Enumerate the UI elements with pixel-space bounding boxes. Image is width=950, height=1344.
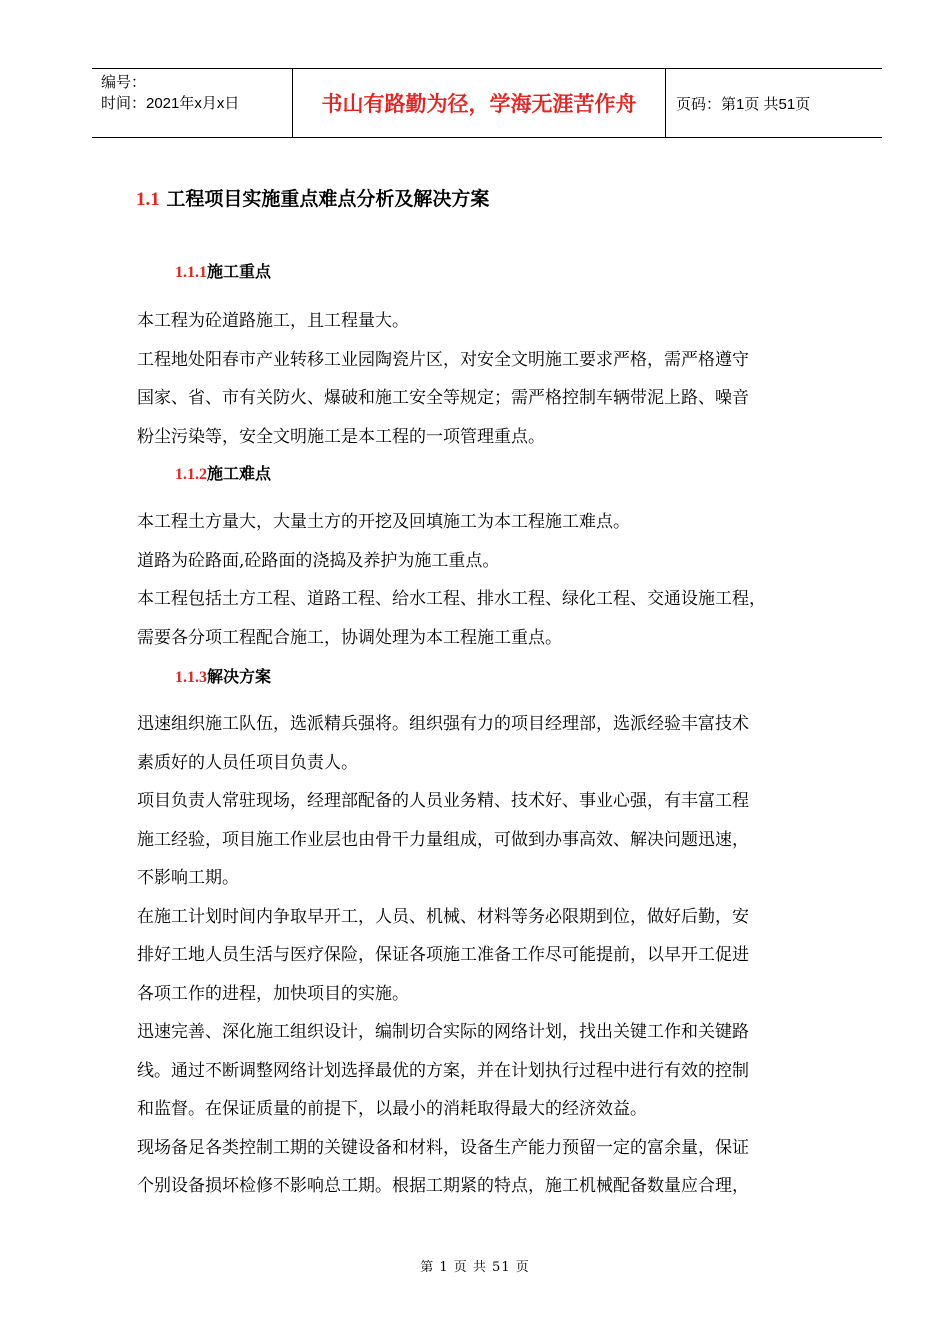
page-footer: 第 1 页 共 51 页 (420, 1260, 530, 1275)
body-line: 个别设备损坏检修不影响总工期。根据工期紧的特点，施工机械配备数量应合理， (137, 1176, 749, 1196)
subsection-title: 解决方案 (207, 667, 272, 686)
body-line: 迅速完善、深化施工组织设计，编制切合实际的网络计划，找出关键工作和关键路 (137, 1022, 749, 1042)
subsection-title: 施工重点 (207, 262, 272, 281)
subsection-body-1 (137, 302, 842, 456)
subsection-body-2 (137, 503, 842, 657)
header-motto: 书山有路勤为径，学海无涯苦作舟 (293, 69, 666, 137)
header-meta (92, 69, 293, 137)
section-number: 1.1 (136, 189, 160, 210)
header-page-info: 页码：第1页 共51页 (676, 95, 811, 113)
body-line: 和监督。在保证质量的前提下，以最小的消耗取得最大的经济效益。 (137, 1099, 647, 1119)
section-title: 工程项目实施重点难点分析及解决方案 (166, 188, 490, 210)
subsection-heading-2 (175, 461, 271, 484)
subsection-number: 1.1.1 (175, 264, 207, 281)
subsection-number: 1.1.3 (175, 669, 207, 686)
document-header (92, 68, 882, 138)
body-line: 施工经验，项目施工作业层也由骨干力量组成，可做到办事高效、解决问题迅速， (137, 829, 749, 850)
section-heading (136, 184, 489, 211)
body-line: 线。通过不断调整网络计划选择最优的方案，并在计划执行过程中进行有效的控制 (137, 1060, 749, 1081)
body-line: 本工程为砼道路施工，且工程量大。 (137, 311, 409, 331)
subsection-heading-3 (175, 664, 271, 687)
subsection-number: 1.1.2 (175, 466, 207, 483)
body-line: 迅速组织施工队伍，选派精兵强将。组织强有力的项目经理部，选派经验丰富技术 (137, 714, 749, 734)
body-line: 素质好的人员任项目负责人。 (137, 752, 358, 773)
body-line: 道路为砼路面,砼路面的浇捣及养护为施工重点。 (137, 550, 500, 571)
subsection-title: 施工难点 (207, 464, 272, 483)
body-line: 不影响工期。 (137, 868, 239, 888)
body-line: 现场备足各类控制工期的关键设备和材料，设备生产能力预留一定的富余量，保证 (137, 1137, 749, 1158)
body-line: 需要各分项工程配合施工，协调处理为本工程施工重点。 (137, 627, 562, 648)
body-line: 排好工地人员生活与医疗保险，保证各项施工准备工作尽可能提前，以早开工促进 (137, 945, 749, 965)
subsection-body-3 (137, 705, 842, 1206)
body-line: 工程地处阳春市产业转移工业园陶瓷片区，对安全文明施工要求严格，需严格遵守 (137, 349, 749, 370)
body-line: 各项工作的进程，加快项目的实施。 (137, 983, 409, 1004)
document-number-label: 编号： (101, 74, 147, 91)
body-line: 本工程包括土方工程、道路工程、给水工程、排水工程、绿化工程、交通设施工程， (137, 589, 766, 609)
subsection-heading-1 (175, 259, 271, 282)
body-line: 本工程土方量大，大量土方的开挖及回填施工为本工程施工难点。 (137, 512, 630, 532)
body-line: 在施工计划时间内争取早开工，人员、机械、材料等务必限期到位，做好后勤，安 (137, 906, 749, 927)
body-line: 粉尘污染等，安全文明施工是本工程的一项管理重点。 (137, 426, 545, 447)
body-line: 国家、省、市有关防火、爆破和施工安全等规定；需严格控制车辆带泥上路、噪音 (137, 388, 749, 408)
document-time: 时间：2021年x月x日 (101, 95, 240, 112)
body-line: 项目负责人常驻现场，经理部配备的人员业务精、技术好、事业心强，有丰富工程 (137, 791, 749, 811)
